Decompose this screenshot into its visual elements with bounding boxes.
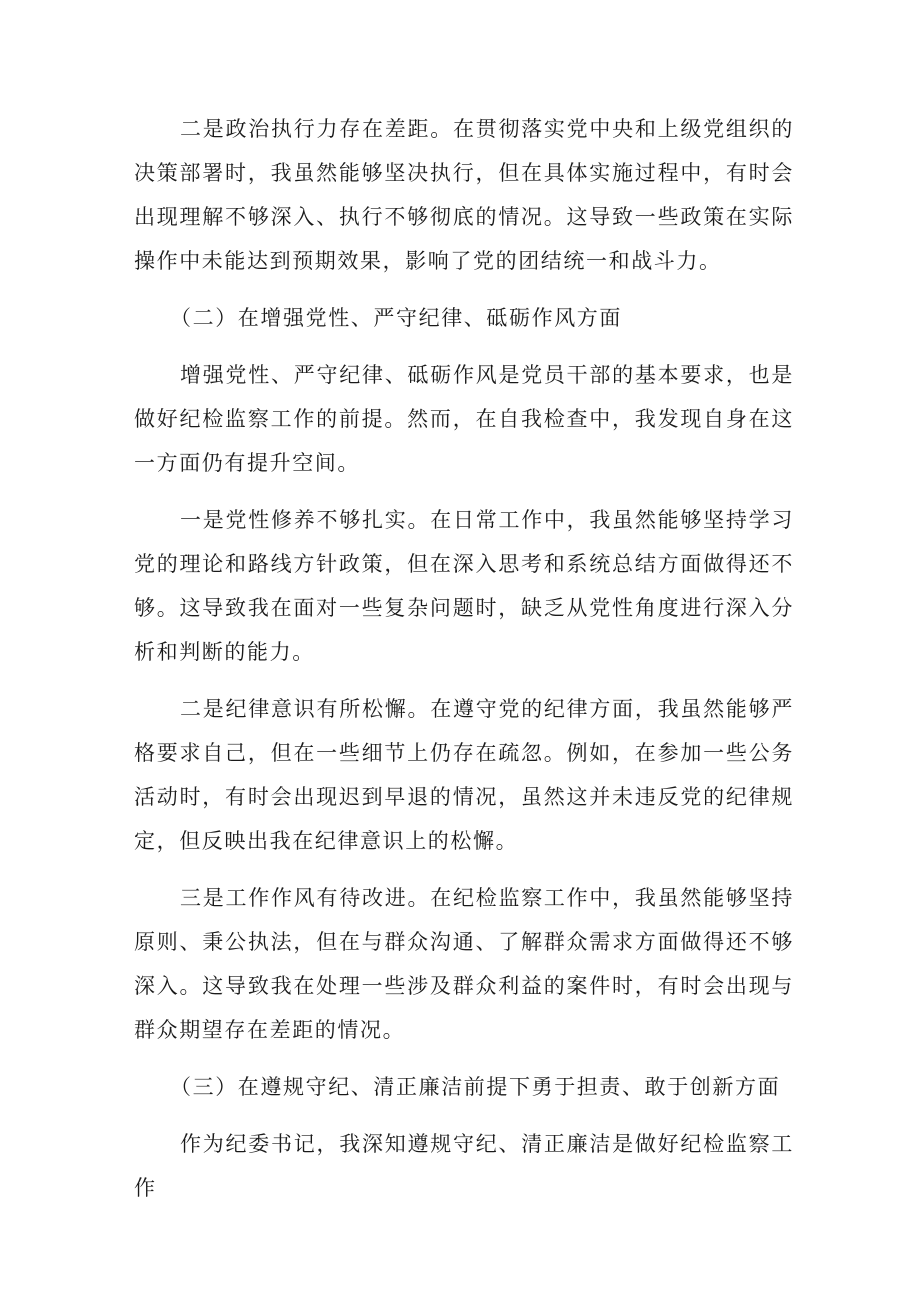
section-heading-2: （二）在增强党性、严守纪律、砥砺作风方面: [170, 306, 622, 330]
paragraph-discipline-awareness: 二是纪律意识有所松懈。在遵守党的纪律方面，我虽然能够严格要求自己，但在一些细节上仍存在疏忽。例如，在参加一些公务活动时，有时会出现迟到早退的情况，虽然这并未违反党的纪律规定，但反映出我在纪律意识上的松懈。: [134, 697, 794, 853]
paragraph-party-spirit-intro: 增强党性、严守纪律、砥砺作风是党员干部的基本要求，也是做好纪检监察工作的前提。然而，在自我检查中，我发现自身在这一方面仍有提升空间。: [134, 363, 794, 475]
paragraph-commission-secretary: 作为纪委书记，我深知遵规守纪、清正廉洁是做好纪检监察工作: [134, 1132, 794, 1200]
section-heading-3: （三）在遵规守纪、清正廉洁前提下勇于担责、敢于创新方面: [170, 1075, 781, 1099]
paragraph-work-style: 三是工作作风有待改进。在纪检监察工作中，我虽然能够坚持原则、秉公执法，但在与群众沟通、了解群众需求方面做得还不够深入。这导致我在处理一些涉及群众利益的案件时，有时会出现与群众期望存在差距的情况。: [134, 886, 794, 1042]
paragraph-party-cultivation: 一是党性修养不够扎实。在日常工作中，我虽然能够坚持学习党的理论和路线方针政策，但在深入思考和系统总结方面做得还不够。这导致我在面对一些复杂问题时，缺乏从党性角度进行深入分析和判断的能力。: [134, 508, 794, 664]
paragraph-political-execution: 二是政治执行力存在差距。在贯彻落实党中央和上级党组织的决策部署时，我虽然能够坚决执行，但在具体实施过程中，有时会出现理解不够深入、执行不够彻底的情况。这导致一些政策在实际操作中未能达到预期效果，影响了党的团结统一和战斗力。: [134, 117, 794, 273]
